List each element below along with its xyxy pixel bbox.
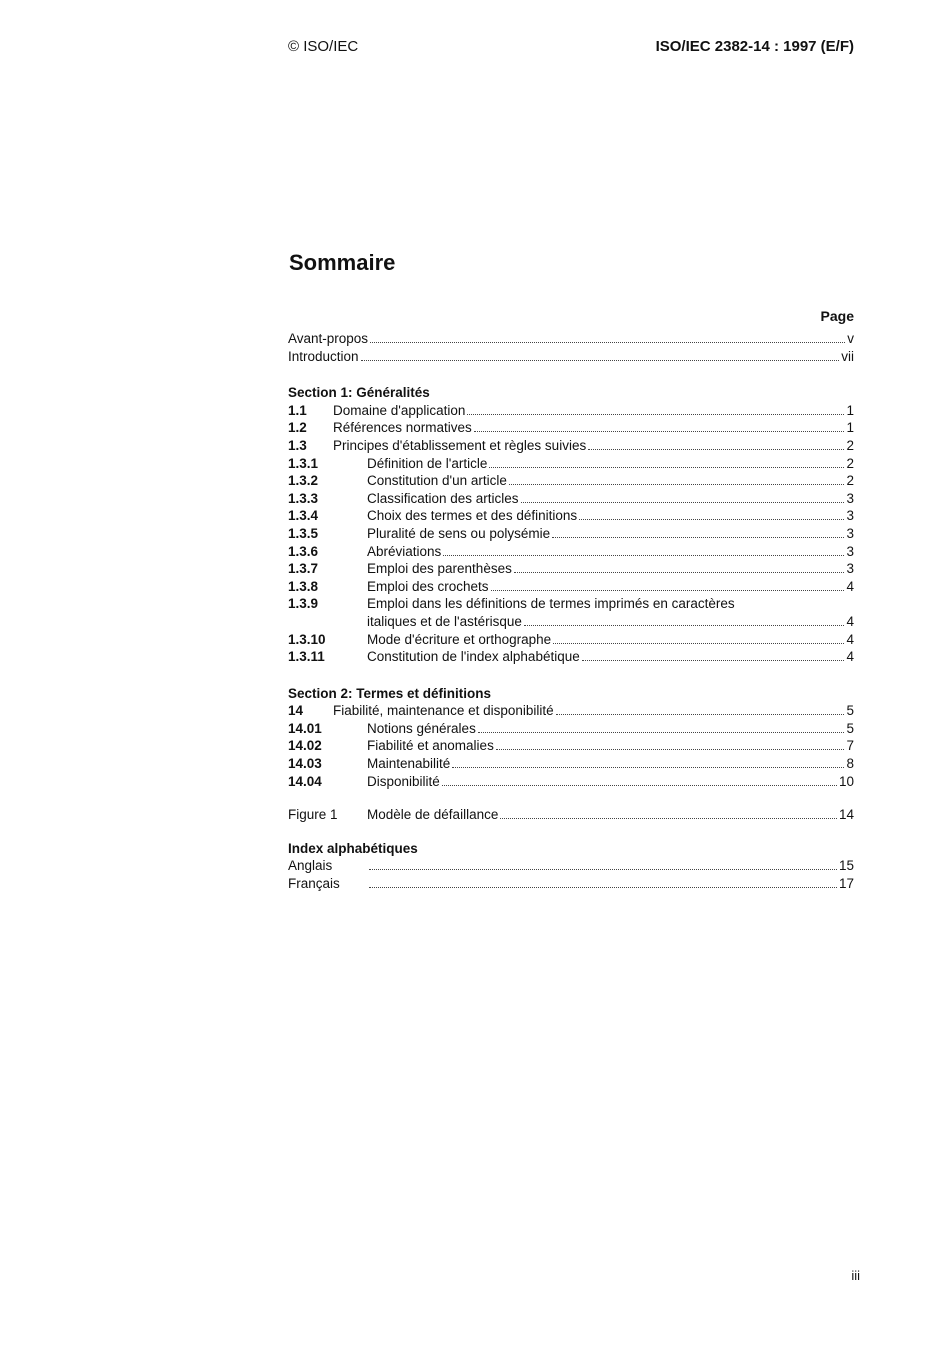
toc-number: 1.3.4 (288, 508, 319, 524)
section-1-heading: Section 1: Généralités (288, 385, 430, 401)
toc-entry[interactable] (288, 631, 854, 649)
toc-label: Fiabilité et anomalies (367, 738, 494, 754)
toc-entry[interactable] (288, 648, 854, 666)
leader-dots (556, 714, 845, 715)
leader-dots (521, 502, 845, 503)
toc-number: 1.3 (288, 437, 307, 453)
toc-entry-foreword[interactable] (288, 330, 854, 348)
toc-page: 5 (846, 720, 854, 736)
toc-page: 10 (838, 773, 854, 789)
index-heading: Index alphabétiques (288, 840, 418, 856)
leader-dots (442, 785, 837, 786)
leader-dots (509, 484, 845, 485)
toc-number: 1.3.5 (288, 525, 319, 541)
toc-label: Emploi des crochets (367, 578, 489, 594)
toc-page: 2 (846, 455, 854, 471)
leader-dots (579, 519, 844, 520)
toc-label: Domaine d'application (333, 402, 466, 418)
toc-number: 1.3.1 (288, 455, 319, 471)
toc-page: 7 (846, 738, 854, 754)
toc-entry-introduction[interactable] (288, 348, 854, 366)
toc-number: 1.3.6 (288, 543, 319, 559)
toc-entry-figure[interactable] (288, 806, 854, 824)
toc-page: 3 (846, 561, 854, 577)
figure-label: Modèle de défaillance (367, 807, 499, 823)
leader-dots (370, 342, 845, 343)
toc-label: Pluralité de sens ou polysémie (367, 525, 551, 541)
toc-page: 1 (846, 420, 854, 436)
toc-label-continued: italiques et de l'astérisque (367, 613, 522, 629)
toc-number: 14.04 (288, 773, 322, 789)
toc-entry[interactable] (288, 560, 854, 578)
toc-page: 4 (846, 613, 854, 629)
section-2-heading: Section 2: Termes et définitions (288, 685, 492, 701)
toc-label: Notions générales (367, 720, 476, 736)
toc-number: 1.3.2 (288, 473, 319, 489)
toc-entry-index[interactable] (288, 875, 854, 893)
toc-entry[interactable] (288, 455, 854, 473)
leader-dots (496, 749, 845, 750)
toc-entry[interactable] (288, 507, 854, 525)
toc-label: Mode d'écriture et orthographe (367, 631, 552, 647)
leader-dots (582, 660, 845, 661)
toc-page: 4 (846, 649, 854, 665)
toc-entry[interactable] (288, 490, 854, 508)
toc-entry[interactable] (288, 702, 854, 720)
toc-number: 1.3.3 (288, 490, 319, 506)
toc-label: Constitution de l'index alphabétique (367, 649, 580, 665)
leader-dots (489, 467, 844, 468)
page-title: Sommaire (289, 250, 396, 275)
leader-dots (452, 767, 844, 768)
toc-page: v (847, 331, 854, 346)
toc-page: 15 (838, 858, 854, 874)
toc-number: 1.3.7 (288, 561, 319, 577)
toc-entry-continuation[interactable] (288, 613, 854, 631)
leader-dots (552, 537, 844, 538)
index-language: Anglais (288, 858, 333, 874)
leader-dots (514, 572, 845, 573)
toc-page: 14 (838, 807, 854, 823)
toc-label: Introduction (288, 348, 359, 364)
toc-entry[interactable] (288, 402, 854, 420)
toc-entry-index[interactable] (288, 857, 854, 875)
toc-number: 14.02 (288, 738, 322, 754)
page-column-heading: Page (820, 308, 854, 324)
leader-dots (369, 887, 837, 888)
toc-label: Fiabilité, maintenance et disponibilité (333, 703, 554, 719)
toc-entry[interactable] (288, 525, 854, 543)
toc-number: 14.01 (288, 720, 322, 736)
toc-number: 1.1 (288, 402, 307, 418)
header-copyright: © ISO/IEC (288, 38, 359, 55)
toc-number: 14 (288, 703, 304, 719)
leader-dots (467, 414, 844, 415)
toc-label: Disponibilité (367, 773, 440, 789)
toc-entry[interactable] (288, 755, 854, 773)
toc-page: 5 (846, 703, 854, 719)
toc-label: Abréviations (367, 543, 442, 559)
figure-number: Figure 1 (288, 807, 338, 823)
toc-page: vii (841, 348, 854, 364)
leader-dots (500, 818, 837, 819)
toc-number: 1.2 (288, 420, 307, 436)
index-language: Français (288, 876, 340, 892)
table-of-contents (288, 308, 854, 893)
leader-dots (524, 625, 845, 626)
leader-dots (361, 360, 840, 361)
toc-page: 8 (846, 756, 854, 772)
leader-dots (491, 590, 845, 591)
toc-label: Principes d'établissement et règles suivies (333, 437, 587, 453)
toc-label: Classification des articles (367, 490, 519, 506)
page-number: iii (851, 1268, 860, 1283)
toc-entry[interactable] (288, 773, 854, 791)
leader-dots (553, 643, 844, 644)
toc-label: Emploi dans les définitions de termes imprimés en caractères (367, 596, 735, 612)
toc-page: 3 (846, 508, 854, 524)
leader-dots (443, 555, 844, 556)
toc-label: Maintenabilité (367, 756, 451, 772)
toc-label: Constitution d'un article (367, 473, 507, 489)
toc-label: Références normatives (333, 420, 472, 436)
toc-entry[interactable] (288, 720, 854, 738)
toc-entry[interactable] (288, 737, 854, 755)
toc-number: 1.3.11 (288, 649, 325, 665)
toc-number: 14.03 (288, 756, 322, 772)
toc-page: 4 (846, 578, 854, 594)
toc-number: 1.3.9 (288, 596, 319, 612)
toc-page: 2 (846, 437, 854, 453)
header-standard-id: ISO/IEC 2382-14 : 1997 (E/F) (655, 38, 854, 55)
toc-page: 17 (838, 876, 854, 892)
toc-page: 3 (846, 525, 854, 541)
toc-page: 3 (846, 543, 854, 559)
toc-entry[interactable] (288, 419, 854, 437)
toc-number: 1.3.10 (288, 631, 326, 647)
toc-label: Emploi des parenthèses (367, 561, 512, 577)
toc-page: 4 (846, 631, 854, 647)
toc-label: Choix des termes et des définitions (367, 508, 578, 524)
toc-entry[interactable] (288, 472, 854, 490)
toc-page: 3 (846, 490, 854, 506)
leader-dots (474, 431, 845, 432)
toc-entry[interactable] (288, 543, 854, 561)
toc-label: Avant-propos (288, 331, 369, 346)
toc-entry[interactable] (288, 437, 854, 455)
leader-dots (588, 449, 844, 450)
toc-label: Définition de l'article (367, 455, 488, 471)
toc-entry[interactable] (288, 595, 854, 613)
toc-page: 2 (846, 473, 854, 489)
leader-dots (478, 732, 845, 733)
toc-page: 1 (846, 402, 854, 418)
leader-dots (369, 869, 837, 870)
toc-number: 1.3.8 (288, 578, 319, 594)
toc-entry[interactable] (288, 578, 854, 596)
